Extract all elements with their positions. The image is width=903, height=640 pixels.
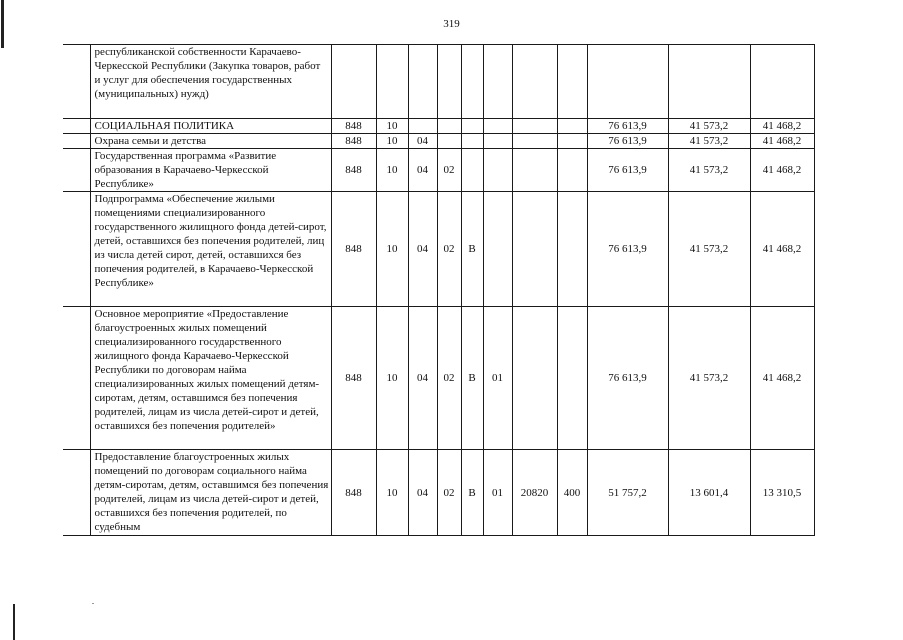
- cell-amount-year3: 13 310,5: [750, 450, 814, 536]
- row-margin: [63, 134, 90, 149]
- row-margin: [63, 192, 90, 307]
- cell-ved: [331, 45, 376, 119]
- cell-podrazdel: [408, 119, 437, 134]
- cell-direction: 20820: [512, 450, 557, 536]
- cell-podrazdel: 04: [408, 192, 437, 307]
- cell-amount-year1: 76 613,9: [587, 119, 668, 134]
- cell-amount-year3: [750, 45, 814, 119]
- cell-razdel: 10: [376, 450, 408, 536]
- cell-amount-year2: 41 573,2: [668, 149, 750, 192]
- cell-ved: 848: [331, 450, 376, 536]
- cell-direction: [512, 45, 557, 119]
- cell-ved: 848: [331, 307, 376, 450]
- cell-amount-year1: 76 613,9: [587, 134, 668, 149]
- cell-ved: 848: [331, 134, 376, 149]
- cell-expense-type: [557, 307, 587, 450]
- table-row: [63, 192, 814, 307]
- row-margin: [63, 307, 90, 450]
- cell-direction: [512, 119, 557, 134]
- cell-name: Основное мероприятие «Предоставление благоустроенных жилых помещений специализированного государственного жилищного фонда Карачаево-Черкесской Республики по договорам найма специализированных жилых помещений детям-сиротам, детям, оставшимся без попечения родителей, лицам из числа детей-сирот и детей, оставшихся без попечения родителей»: [90, 307, 331, 450]
- cell-expense-type: [557, 149, 587, 192]
- budget-table: [63, 44, 815, 536]
- page-number: 319: [443, 18, 460, 30]
- cell-event: [483, 134, 512, 149]
- cell-podrazdel: 04: [408, 307, 437, 450]
- cell-podrazdel: 04: [408, 450, 437, 536]
- table-row: [63, 119, 814, 134]
- budget-table-body: [63, 45, 814, 536]
- cell-amount-year2: 41 573,2: [668, 134, 750, 149]
- cell-name: Предоставление благоустроенных жилых помещений по договорам социального найма детям-сиротам, детям, оставшимся без попечения родителей, лицам из числа детей-сирот и детей, оставшихся без попечения родителей, по судебным: [90, 450, 331, 536]
- table-row: [63, 307, 814, 450]
- cell-amount-year2: 41 573,2: [668, 192, 750, 307]
- cell-razdel: 10: [376, 192, 408, 307]
- cell-expense-type: [557, 134, 587, 149]
- cell-subprogram: В: [461, 450, 483, 536]
- cell-subprogram: В: [461, 192, 483, 307]
- cell-amount-year2: [668, 45, 750, 119]
- cell-subprogram: [461, 134, 483, 149]
- cell-event: [483, 192, 512, 307]
- cell-event: 01: [483, 450, 512, 536]
- cell-expense-type: 400: [557, 450, 587, 536]
- cell-amount-year1: 76 613,9: [587, 192, 668, 307]
- cell-direction: [512, 134, 557, 149]
- cell-amount-year2: 13 601,4: [668, 450, 750, 536]
- cell-amount-year1: [587, 45, 668, 119]
- cell-event: [483, 45, 512, 119]
- cell-direction: [512, 149, 557, 192]
- cell-subprogram: В: [461, 307, 483, 450]
- cell-direction: [512, 307, 557, 450]
- cell-razdel: [376, 45, 408, 119]
- cell-ved: 848: [331, 192, 376, 307]
- cell-amount-year3: 41 468,2: [750, 192, 814, 307]
- cell-program: 02: [437, 450, 461, 536]
- cell-razdel: 10: [376, 119, 408, 134]
- cell-amount-year3: 41 468,2: [750, 149, 814, 192]
- cell-name: Охрана семьи и детства: [90, 134, 331, 149]
- cell-amount-year3: 41 468,2: [750, 134, 814, 149]
- cell-ved: 848: [331, 119, 376, 134]
- cell-expense-type: [557, 192, 587, 307]
- cell-name: Государственная программа «Развитие образования в Карачаево-Черкесской Республике»: [90, 149, 331, 192]
- cell-razdel: 10: [376, 149, 408, 192]
- table-row: [63, 45, 814, 119]
- row-margin: [63, 149, 90, 192]
- cell-subprogram: [461, 149, 483, 192]
- cell-event: [483, 119, 512, 134]
- cell-amount-year1: 51 757,2: [587, 450, 668, 536]
- cell-subprogram: [461, 45, 483, 119]
- table-row: [63, 134, 814, 149]
- cell-amount-year1: 76 613,9: [587, 149, 668, 192]
- table-row: [63, 149, 814, 192]
- cell-podrazdel: [408, 45, 437, 119]
- cell-amount-year3: 41 468,2: [750, 307, 814, 450]
- row-margin: [63, 45, 90, 119]
- cell-name: республиканской собственности Карачаево-Черкесской Республики (Закупка товаров, работ и услуг для обеспечения государственных (муниципальных) нужд): [90, 45, 331, 119]
- cell-direction: [512, 192, 557, 307]
- cell-subprogram: [461, 119, 483, 134]
- cell-ved: 848: [331, 149, 376, 192]
- cell-event: [483, 149, 512, 192]
- cell-program: 02: [437, 192, 461, 307]
- scan-speck: [92, 603, 94, 604]
- cell-expense-type: [557, 119, 587, 134]
- cell-amount-year2: 41 573,2: [668, 307, 750, 450]
- cell-name: СОЦИАЛЬНАЯ ПОЛИТИКА: [90, 119, 331, 134]
- table-row: [63, 450, 814, 536]
- cell-razdel: 10: [376, 307, 408, 450]
- cell-razdel: 10: [376, 134, 408, 149]
- cell-name: Подпрограмма «Обеспечение жилыми помещениями специализированного государственного жилищного фонда детей-сирот, детей, оставшихся без попечения родителей, лиц из числа детей сирот, детей, оставшихся без попечения родителей, в Карачаево-Черкесской Республике»: [90, 192, 331, 307]
- cell-program: [437, 45, 461, 119]
- cell-program: 02: [437, 307, 461, 450]
- cell-podrazdel: 04: [408, 149, 437, 192]
- cell-program: [437, 134, 461, 149]
- cell-amount-year3: 41 468,2: [750, 119, 814, 134]
- cell-amount-year1: 76 613,9: [587, 307, 668, 450]
- cell-program: 02: [437, 149, 461, 192]
- cell-podrazdel: 04: [408, 134, 437, 149]
- row-margin: [63, 119, 90, 134]
- cell-expense-type: [557, 45, 587, 119]
- cell-amount-year2: 41 573,2: [668, 119, 750, 134]
- scan-edge-mark-bottom: [13, 604, 15, 640]
- row-margin: [63, 450, 90, 536]
- cell-event: 01: [483, 307, 512, 450]
- cell-program: [437, 119, 461, 134]
